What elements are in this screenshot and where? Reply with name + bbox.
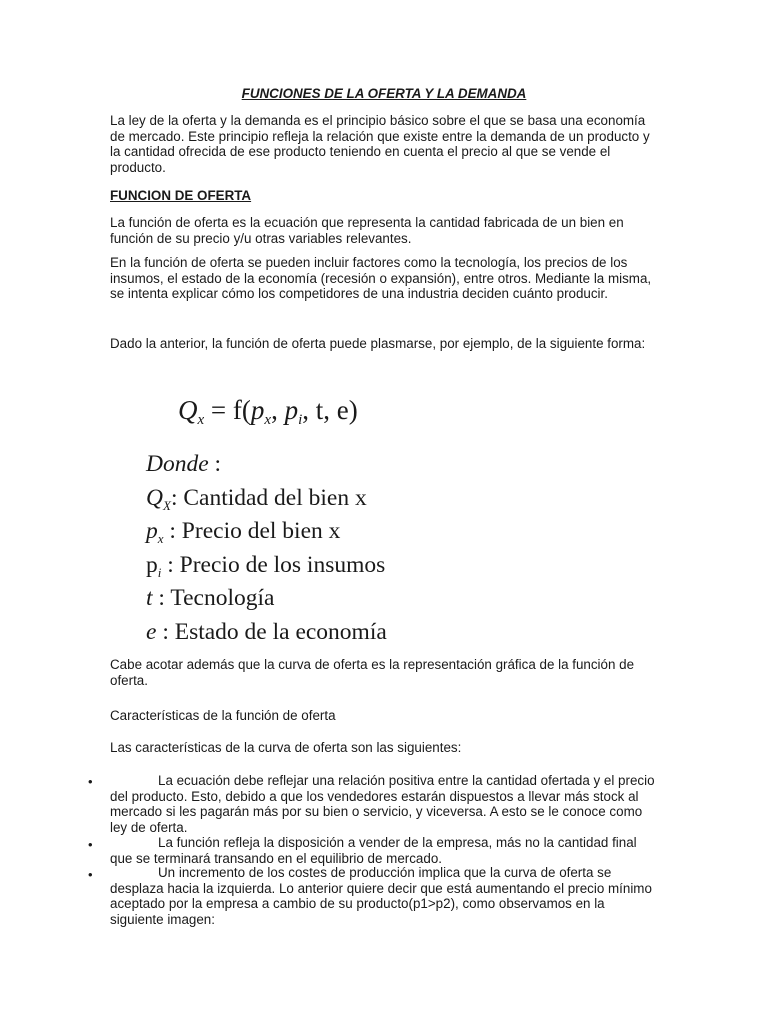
intro-paragraph: La ley de la oferta y la demanda es el principio básico sobre el que se basa una economía de mercado. Este principio refleja la relación que existe entre la demanda de un producto y la cantidad ofrecida de ese producto teniendo en cuenta el precio al que se vende el producto. xyxy=(110,113,650,175)
bullet-item: Un incremento de los costes de producción implica que la curva de oferta se desplaza hacia la izquierda. Lo anterior quiere decir que está aumentando el precio mínimo aceptado por la empresa a cambio de su producto(p1>p2), como observamos en la siguiente imagen: xyxy=(110,865,652,927)
formula-pi: p xyxy=(284,395,299,425)
definition-symbol: e xyxy=(146,619,157,645)
bullet-marker: • xyxy=(88,774,93,789)
formula-p-sub: x xyxy=(264,412,272,428)
definitions-heading xyxy=(146,449,221,479)
formula-pi-sub: i xyxy=(298,412,303,428)
definition-symbol: p xyxy=(146,518,158,544)
definition-item xyxy=(146,550,385,580)
formula-p: p xyxy=(250,395,265,425)
bullet-marker: • xyxy=(88,867,93,882)
supply-function-formula xyxy=(178,393,358,427)
paragraph-2: En la función de oferta se pueden incluir factores como la tecnología, los precios de los insumos, el estado de la economía (recesión o expansión), entre otros. Mediante la misma, se intenta explicar cómo los competidores de una industria deciden cuánto producir. xyxy=(110,255,652,302)
section-heading: FUNCION DE OFERTA xyxy=(110,188,252,203)
paragraph-6: Las características de la curva de oferta son las siguientes: xyxy=(110,740,462,755)
formula-lhs: Q xyxy=(178,395,198,425)
definition-symbol: Q xyxy=(146,485,163,511)
definition-symbol: t xyxy=(146,585,153,611)
definition-symbol-sub: X xyxy=(162,498,171,513)
definition-item xyxy=(146,516,340,546)
formula-equals: = f( xyxy=(204,395,251,425)
paragraph-1: La función de oferta es la ecuación que representa la cantidad fabricada de un bien en función de su precio y/u otras variables relevantes. xyxy=(110,215,624,246)
formula-sep: , xyxy=(271,395,285,425)
definition-item xyxy=(146,617,387,647)
formula-rest: , t, e) xyxy=(302,395,358,425)
definition-symbol-sub: i xyxy=(157,565,162,580)
document-title: FUNCIONES DE LA OFERTA Y LA DEMANDA xyxy=(241,86,527,101)
paragraph-5: Características de la función de oferta xyxy=(110,708,336,723)
definition-text: : Cantidad del bien x xyxy=(170,485,367,511)
definition-item xyxy=(146,583,274,613)
definition-text: : Precio del bien x xyxy=(163,518,341,544)
bullet-item: La ecuación debe reflejar una relación positiva entre la cantidad ofertada y el precio del producto. Esto, debido a que los vendedores estarán dispuestos a llevar más stock al mercado si les pagarán más por su bien o servicio, y viceversa. A esto se le conoce como ley de oferta. xyxy=(110,773,655,835)
definition-text: : Tecnología xyxy=(152,585,275,611)
formula-lhs-sub: x xyxy=(197,412,205,428)
bullet-item: La función refleja la disposición a vender de la empresa, más no la cantidad final que se terminará transando en el equilibrio de mercado. xyxy=(110,835,637,866)
bullet-marker: • xyxy=(88,837,93,852)
paragraph-4: Cabe acotar además que la curva de oferta es la representación gráfica de la función de oferta. xyxy=(110,657,635,688)
donde-label: Donde xyxy=(146,451,209,477)
paragraph-3: Dado la anterior, la función de oferta puede plasmarse, por ejemplo, de la siguiente forma: xyxy=(110,336,646,351)
definition-item xyxy=(146,483,367,513)
definition-text: : Estado de la economía xyxy=(156,619,387,645)
donde-colon: : xyxy=(208,451,222,477)
definition-symbol-sub: x xyxy=(157,531,164,546)
definition-text: : Precio de los insumos xyxy=(161,552,386,578)
definition-symbol: p xyxy=(146,552,158,578)
